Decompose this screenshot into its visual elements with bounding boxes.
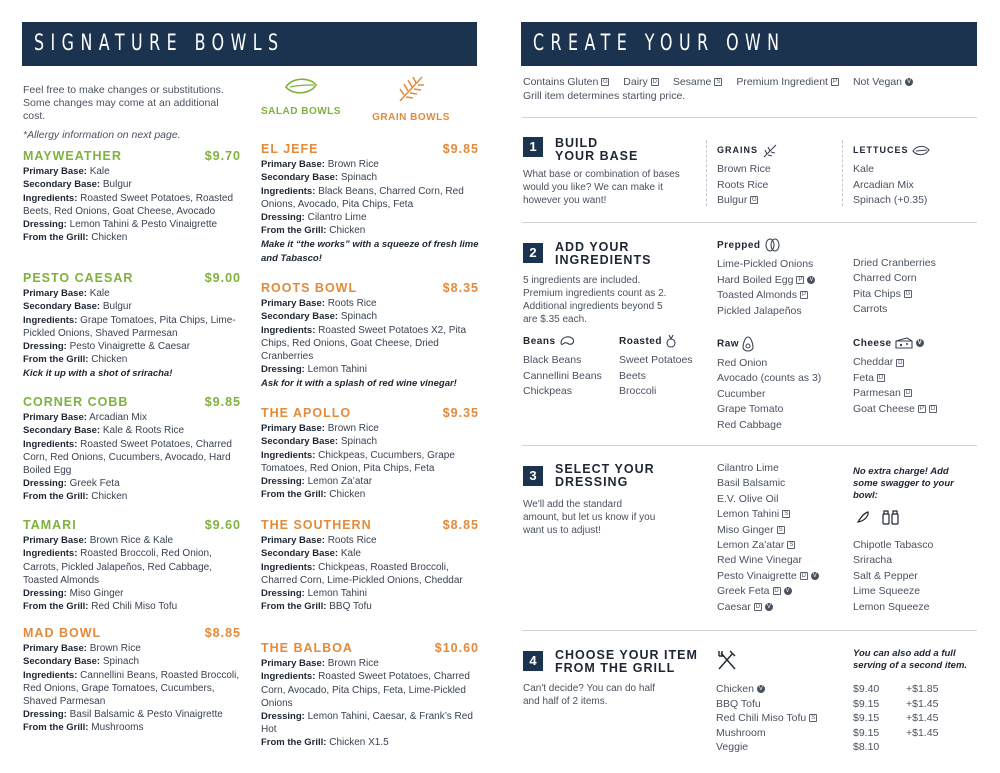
primary-base: Primary Base: Brown Rice xyxy=(261,159,379,171)
utensils-icon xyxy=(716,649,738,671)
from-grill: From the Grill: Chicken xyxy=(261,489,366,501)
intro-paragraph: Feel free to make changes or substitutions. Some changes may come at an additional cost. xyxy=(23,84,224,122)
lettuce-item: Kale xyxy=(853,163,875,176)
dressing-item: Caesar D V xyxy=(717,600,771,613)
signature-bowls-header: SIGNATURE BOWLS xyxy=(22,22,477,66)
legend-sesame: Sesame S xyxy=(672,76,721,88)
step-2-description: 5 ingredients are included. Premium ingredients count as 2. Additional ingredients beyond 5 are $.35 each. xyxy=(523,275,667,325)
primary-base: Primary Base: Roots Rice xyxy=(261,298,377,310)
ingredients: Ingredients: Roasted Sweet Potatoes X2, Pita Chips, Red Onions, Goat Cheese, Dried Cranberries xyxy=(261,324,467,363)
cheese-heading: Cheese V xyxy=(853,338,923,349)
dressing: Dressing: Miso Ginger xyxy=(23,588,124,600)
roasted-item: Beets xyxy=(619,369,646,382)
premium-icon: P xyxy=(832,79,837,86)
secondary-base: Secondary Base: Spinach xyxy=(261,311,378,323)
dressing: Dressing: Pesto Vinaigrette & Caesar xyxy=(23,341,191,353)
salad-bowls-category xyxy=(258,75,344,117)
bowl-tip: Ask for it with a splash of red wine vinegar! xyxy=(261,378,457,390)
bowl-name: TAMARI xyxy=(23,518,77,532)
dairy-icon: D xyxy=(652,79,657,86)
allergy-note: *Allergy information on next page. xyxy=(23,129,181,141)
intro-text xyxy=(23,84,243,142)
from-grill: From the Grill: Chicken xyxy=(23,354,128,366)
grill-item-row: BBQ Tofu $9.15 +$1.45 xyxy=(716,697,939,710)
prepped-item: Toasted Almonds P xyxy=(717,289,806,302)
prepped-heading: Prepped xyxy=(717,238,815,253)
bowl-name: CORNER COBB xyxy=(23,395,129,409)
beans-heading: Beans xyxy=(523,334,602,349)
dressing-item: Greek Feta D V xyxy=(717,585,790,598)
prepped-item: Dried Cranberries xyxy=(853,257,936,269)
swagger-item: Sriracha xyxy=(853,554,893,567)
primary-base: Primary Base: Brown Rice & Kale xyxy=(23,535,174,547)
bowl-name: PESTO CAESAR xyxy=(23,271,134,285)
bowl-price: $9.70 xyxy=(204,149,241,163)
dressing-item: Pesto Vinaigrette D V xyxy=(717,569,817,582)
dressing: Dressing: Greek Feta xyxy=(23,478,120,490)
swagger-note: No extra charge! Add some swagger to your bowl: xyxy=(853,466,954,501)
bowl-name: THE APOLLO xyxy=(261,406,352,420)
from-grill: From the Grill: Mushrooms xyxy=(23,722,144,734)
step-4-description: Can't decide? You can do half and half of 2 items. xyxy=(523,683,656,707)
roasted-item: Sweet Potatoes xyxy=(619,354,693,367)
prepped-item: Lime-Pickled Onions xyxy=(717,258,814,271)
ingredients: Ingredients: Grape Tomatoes, Pita Chips, Lime-Pickled Onions, Shaved Parmesan xyxy=(23,314,236,339)
dressing: Dressing: Lemon Tahini, Caesar, & Frank’s Red Hot xyxy=(261,711,473,736)
bowl-price: $9.00 xyxy=(204,271,241,285)
step-3-title: SELECT YOUR DRESSING xyxy=(555,462,655,489)
swagger-item: Salt & Pepper xyxy=(853,569,918,582)
ingredients: Ingredients: Black Beans, Charred Corn, Red Onions, Avocado, Pita Chips, Feta xyxy=(261,185,464,210)
bowl-price: $9.60 xyxy=(204,518,241,532)
bowl-name: THE SOUTHERN xyxy=(261,518,372,532)
almond-icon xyxy=(764,238,780,252)
bowl-price: $8.85 xyxy=(442,518,479,532)
grill-item-row: Mushroom $9.15 +$1.45 xyxy=(716,726,939,739)
prepped-item: Hard Boiled Egg P V xyxy=(717,273,814,286)
cheese-item: Feta D xyxy=(853,371,884,384)
grain-bowls-label: GRAIN BOWLS xyxy=(372,112,450,123)
wheat-icon xyxy=(396,75,426,103)
grill-item-row: Red Chili Miso Tofu S $9.15 +$1.45 xyxy=(716,712,939,725)
bowl-el-jefe xyxy=(261,143,479,265)
beet-icon xyxy=(665,334,677,348)
prepped-item: Pickled Jalapeños xyxy=(717,304,802,317)
wheat-icon xyxy=(762,144,778,158)
bowl-name: MAYWEATHER xyxy=(23,149,122,163)
divider xyxy=(522,445,977,446)
swagger-column xyxy=(853,538,933,615)
bowl-price: $9.85 xyxy=(442,142,479,156)
bowl-price: $9.85 xyxy=(204,395,241,409)
roasted-heading: Roasted xyxy=(619,334,693,349)
dressing-item: Lemon Za'atar S xyxy=(717,539,794,552)
grill-extra-note: You can also add a full serving of a second item. xyxy=(853,648,968,671)
legend-not-vegan: Not Vegan V xyxy=(852,76,912,88)
bowl-roots-bowl xyxy=(261,282,479,391)
secondary-base: Secondary Base: Bulgur xyxy=(23,179,132,191)
primary-base: Primary Base: Kale xyxy=(23,288,110,300)
primary-base: Primary Base: Brown Rice xyxy=(261,658,379,670)
prepped-column xyxy=(717,238,815,319)
ingredients: Ingredients: Chickpeas, Roasted Broccoli, Charred Corn, Lime-Pickled Onions, Cheddar xyxy=(261,561,463,586)
secondary-base: Secondary Base: Spinach xyxy=(23,656,140,668)
secondary-base: Secondary Base: Bulgur xyxy=(23,301,132,313)
grains-heading: GRAINS xyxy=(717,143,778,158)
raw-column xyxy=(717,336,821,433)
bean-item: Cannellini Beans xyxy=(523,369,602,382)
secondary-base: Secondary Base: Spinach xyxy=(261,436,378,448)
ingredients: Ingredients: Chickpeas, Cucumbers, Grape Tomatoes, Red Onion, Pita Chips, Feta xyxy=(261,449,455,474)
lettuce-icon xyxy=(912,145,930,157)
raw-item: Grape Tomato xyxy=(717,403,784,416)
salad-bowls-label: SALAD BOWLS xyxy=(261,106,341,117)
prepped-item: Charred Corn xyxy=(853,272,917,285)
prepped-item: Carrots xyxy=(853,303,888,316)
cheese-column xyxy=(853,336,937,417)
lettuce-item: Spinach (+0.35) xyxy=(853,194,928,207)
chili-icon xyxy=(855,509,871,525)
sesame-icon: S xyxy=(716,79,721,86)
bowl-the-apollo xyxy=(261,407,479,501)
dressings-column xyxy=(717,461,819,615)
leaf-icon xyxy=(284,75,318,97)
bowl-name: MAD BOWL xyxy=(23,626,102,640)
gluten-icon: G xyxy=(602,79,608,86)
column-separator xyxy=(842,140,843,206)
bowl-price: $8.85 xyxy=(204,626,241,640)
grill-item-row: Chicken V $9.40 +$1.85 xyxy=(716,683,939,695)
ingredients: Ingredients: Roasted Sweet Potatoes, Roasted Beets, Red Onions, Goat Cheese, Avocado xyxy=(23,192,234,217)
dressing: Dressing: Cilantro Lime xyxy=(261,212,367,224)
beans-column xyxy=(523,334,602,400)
bowl-name: ROOTS BOWL xyxy=(261,281,358,295)
lettuces-heading: LETTUCES xyxy=(853,143,930,158)
secondary-base: Secondary Base: Kale xyxy=(261,548,361,560)
step-3-number: 3 xyxy=(523,466,543,486)
from-grill: From the Grill: Chicken xyxy=(261,225,366,237)
swagger-item: Lemon Squeeze xyxy=(853,600,930,613)
raw-heading: Raw xyxy=(717,336,821,352)
column-separator xyxy=(706,140,707,206)
grill-item-row: Veggie $8.10 xyxy=(716,741,880,754)
bowl-price: $10.60 xyxy=(434,641,479,655)
condiment-icons xyxy=(855,509,901,530)
dressing: Dressing: Lemon Tahini & Pesto Vinaigrette xyxy=(23,219,218,231)
bowl-mad-bowl xyxy=(23,627,241,735)
divider xyxy=(522,222,977,223)
from-grill: From the Grill: Chicken xyxy=(23,491,128,503)
secondary-base: Secondary Base: Kale & Roots Rice xyxy=(23,425,185,437)
from-grill: From the Grill: Chicken X1.5 xyxy=(261,737,389,749)
from-grill: From the Grill: Red Chili Miso Tofu xyxy=(23,601,178,613)
dressing: Dressing: Basil Balsamic & Pesto Vinaigrette xyxy=(23,709,223,721)
from-grill: From the Grill: Chicken xyxy=(23,232,128,244)
cheese-item: Goat Cheese P D xyxy=(853,402,936,415)
lettuce-item: Arcadian Mix xyxy=(853,178,914,191)
dressing-item: E.V. Olive Oil xyxy=(717,492,779,505)
bowl-pesto-caesar xyxy=(23,272,241,381)
step-1-number: 1 xyxy=(523,137,543,157)
dressing: Dressing: Lemon Za’atar xyxy=(261,476,373,488)
swagger-item: Lime Squeeze xyxy=(853,585,921,598)
ingredients: Ingredients: Roasted Sweet Potatoes, Charred Corn, Avocado, Pita Chips, Feta, Lime-Pickled Onions xyxy=(261,671,470,709)
grain-item: Brown Rice xyxy=(717,163,771,176)
roasted-column xyxy=(619,334,693,400)
bowl-price: $9.35 xyxy=(442,406,479,420)
primary-base: Primary Base: Brown Rice xyxy=(23,643,141,655)
avocado-icon xyxy=(742,336,754,352)
grain-bowls-category xyxy=(370,75,452,123)
primary-base: Primary Base: Brown Rice xyxy=(261,423,379,435)
prepped-item: Pita Chips G xyxy=(853,287,911,300)
bowl-tamari xyxy=(23,519,241,613)
ingredients: Ingredients: Cannellini Beans, Roasted Broccoli, Red Onions, Grape Tomatoes, Cucumbers, Shaved Parmesan xyxy=(23,669,240,708)
bowl-corner-cobb xyxy=(23,396,241,504)
bowl-name: EL JEFE xyxy=(261,142,319,156)
step-1-description: What base or combination of bases would you like? We can make it however you want! xyxy=(523,169,680,206)
step-4-title: CHOOSE YOUR ITEM FROM THE GRILL xyxy=(555,648,698,675)
dressing: Dressing: Lemon Tahini xyxy=(261,364,367,376)
cheese-item: Cheddar D xyxy=(853,356,903,369)
bowl-tip: Kick it up with a shot of sriracha! xyxy=(23,368,173,380)
bowl-the-southern xyxy=(261,519,479,613)
dressing-item: Cilantro Lime xyxy=(717,462,779,474)
legend-premium: Premium Ingredient P xyxy=(736,76,837,88)
dressing-item: Miso Ginger S xyxy=(717,523,783,536)
salt-pepper-icon xyxy=(881,509,901,525)
grains-column xyxy=(717,143,778,209)
from-grill: From the Grill: BBQ Tofu xyxy=(261,601,372,613)
create-your-own-header: CREATE YOUR OWN xyxy=(521,22,977,66)
bean-icon xyxy=(559,335,575,347)
step-3-description: We'll add the standard amount, but let us know if you want us to adjust! xyxy=(523,499,656,536)
cheese-icon xyxy=(895,337,913,349)
grill-price-note: Grill item determines starting price. xyxy=(523,90,686,102)
primary-base: Primary Base: Arcadian Mix xyxy=(23,412,147,424)
raw-item: Cucumber xyxy=(717,387,766,400)
allergen-legend xyxy=(523,75,913,89)
raw-item: Red Cabbage xyxy=(717,418,782,431)
legend-dairy: Dairy D xyxy=(623,76,657,88)
dressing-item: Red Wine Vinegar xyxy=(717,554,803,567)
legend-gluten: Contains Gluten G xyxy=(523,76,608,88)
dressing-item: Basil Balsamic xyxy=(717,477,786,490)
divider xyxy=(522,117,977,118)
bowl-price: $8.35 xyxy=(442,281,479,295)
dressing: Dressing: Lemon Tahini xyxy=(261,588,367,600)
lettuces-column xyxy=(853,143,930,209)
bowl-tip: Make it “the works” with a squeeze of fresh lime and Tabasco! xyxy=(261,239,479,264)
primary-base: Primary Base: Roots Rice xyxy=(261,535,377,547)
not-vegan-icon: V xyxy=(907,79,912,86)
swagger-item: Chipotle Tabasco xyxy=(853,539,934,551)
bowl-the-balboa xyxy=(261,642,479,750)
grain-item: Bulgur G xyxy=(717,194,757,207)
bowl-name: THE BALBOA xyxy=(261,641,353,655)
roasted-item: Broccoli xyxy=(619,385,657,398)
divider xyxy=(522,630,977,631)
bowl-mayweather xyxy=(23,150,241,244)
dressing-item: Lemon Tahini S xyxy=(717,508,789,521)
bean-item: Chickpeas xyxy=(523,385,573,398)
bean-item: Black Beans xyxy=(523,354,582,367)
primary-base: Primary Base: Kale xyxy=(23,166,110,178)
grain-item: Roots Rice xyxy=(717,178,769,191)
step-1-title: BUILD YOUR BASE xyxy=(555,136,639,163)
raw-item: Avocado (counts as 3) xyxy=(717,372,822,385)
secondary-base: Secondary Base: Spinach xyxy=(261,172,378,184)
ingredients: Ingredients: Roasted Sweet Potatoes, Charred Corn, Red Onions, Cucumbers, Avocado, Hard Boiled Egg xyxy=(23,438,232,477)
raw-item: Red Onion xyxy=(717,357,768,370)
ingredients: Ingredients: Roasted Broccoli, Red Onion, Carrots, Pickled Jalapeños, Red Cabbage, Toasted Almonds xyxy=(23,548,212,586)
step-4-number: 4 xyxy=(523,651,543,671)
grill-items-table xyxy=(716,682,938,755)
cheese-item: Parmesan D xyxy=(853,387,911,400)
step-2-number: 2 xyxy=(523,243,543,263)
prepped-column-2 xyxy=(853,256,936,318)
step-2-title: ADD YOUR INGREDIENTS xyxy=(555,240,652,267)
